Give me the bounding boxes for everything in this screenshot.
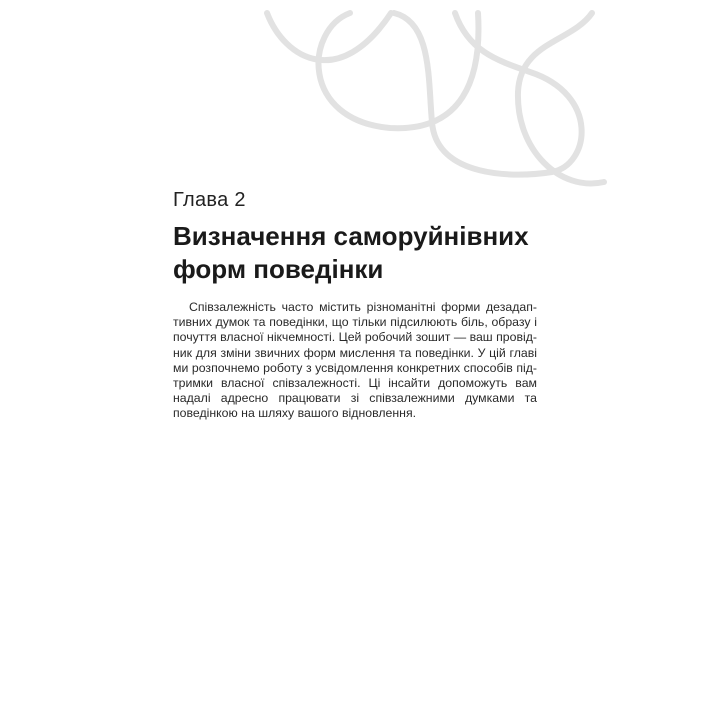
swirl-line — [518, 13, 604, 183]
swirl-line — [394, 13, 582, 175]
swirl-line — [319, 13, 479, 128]
swirl-line — [267, 13, 391, 60]
chapter-content — [173, 188, 553, 422]
chapter-title-line: Визначення саморуйнівних — [173, 221, 529, 251]
chapter-title-line: форм поведінки — [173, 254, 384, 284]
decorative-swirl-lines — [0, 0, 720, 200]
chapter-title — [173, 220, 553, 286]
chapter-label: Глава 2 — [173, 189, 246, 211]
intro-paragraph: Співзалежність часто містить різноманітні форми дезадаптивних думок та поведінки, що тільки підсилюють біль, образу і почуття власної нікчемності. Цей робочий зошит — ваш провідник для зміни звичних форм мислення та поведінки. У цій главі ми розпочнемо роботу з усвідомлення конкретних способів підтримки власної співзалежності. Ці інсайти допоможуть вам надалі адресно працювати зі співзалежними думками та поведінкою на шляху вашого відновлення. — [173, 300, 537, 421]
